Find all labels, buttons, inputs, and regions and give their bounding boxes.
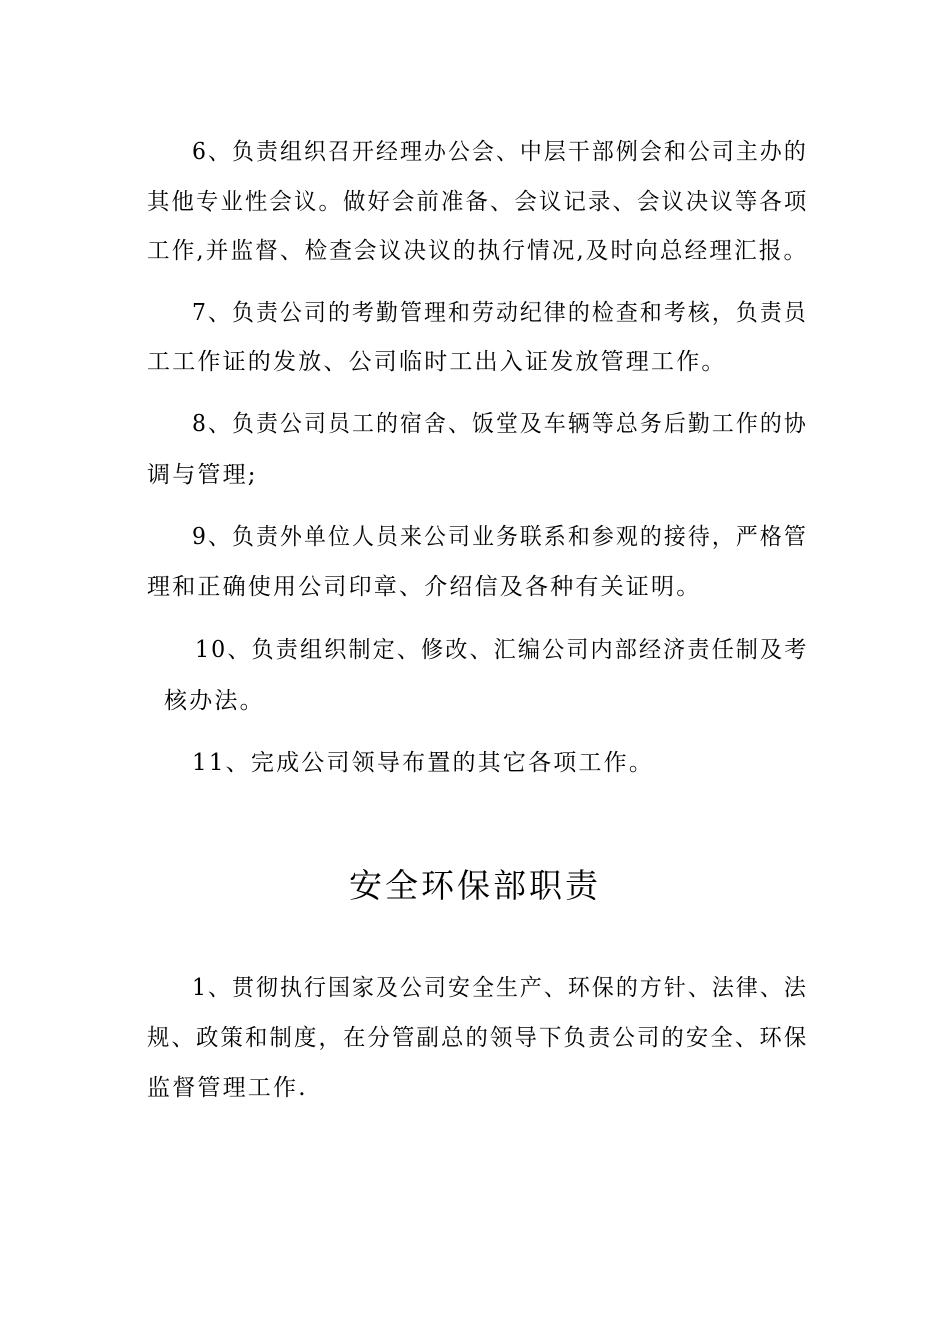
item-7-line-2: 工工作证的发放、公司临时工出入证发放管理工作。 [147, 349, 727, 375]
item-9-line-1: 9、负责外单位人员来公司业务联系和参观的接待，严格管 [192, 524, 808, 550]
item-9-line-2: 理和正确使用公司印章、介绍信及各种有关证明。 [147, 574, 702, 600]
item-8-line-1: 8、负责公司员工的宿舍、饭堂及车辆等总务后勤工作的协 [192, 411, 808, 437]
item-6-line-2: 其他专业性会议。做好会前准备、会议记录、会议决议等各项 [147, 189, 809, 215]
item-10-line-2: 核办法。 [164, 688, 265, 714]
item-6-line-3: 工作,并监督、检查会议决议的执行情况,及时向总经理汇报。 [147, 238, 809, 264]
item-6-line-1: 6、负责组织召开经理办公会、中层干部例会和公司主办的 [192, 139, 808, 165]
safety-item-1-line-3: 监督管理工作. [147, 1075, 308, 1101]
section-title: 安全环保部职责 [349, 866, 601, 905]
item-7-line-1: 7、负责公司的考勤管理和劳动纪律的检查和考核，负责员 [192, 300, 808, 326]
safety-item-1-line-1: 1、贯彻执行国家及公司安全生产、环保的方针、法律、法 [192, 975, 808, 1001]
item-10-line-1: 10、负责组织制定、修改、汇编公司内部经济责任制及考 [195, 637, 809, 663]
item-11-line-1: 11、完成公司领导布置的其它各项工作。 [192, 750, 655, 776]
item-8-line-2: 调与管理; [147, 462, 258, 488]
safety-item-1-line-2: 规、政策和制度，在分管副总的领导下负责公司的安全、环保 [147, 1025, 809, 1051]
